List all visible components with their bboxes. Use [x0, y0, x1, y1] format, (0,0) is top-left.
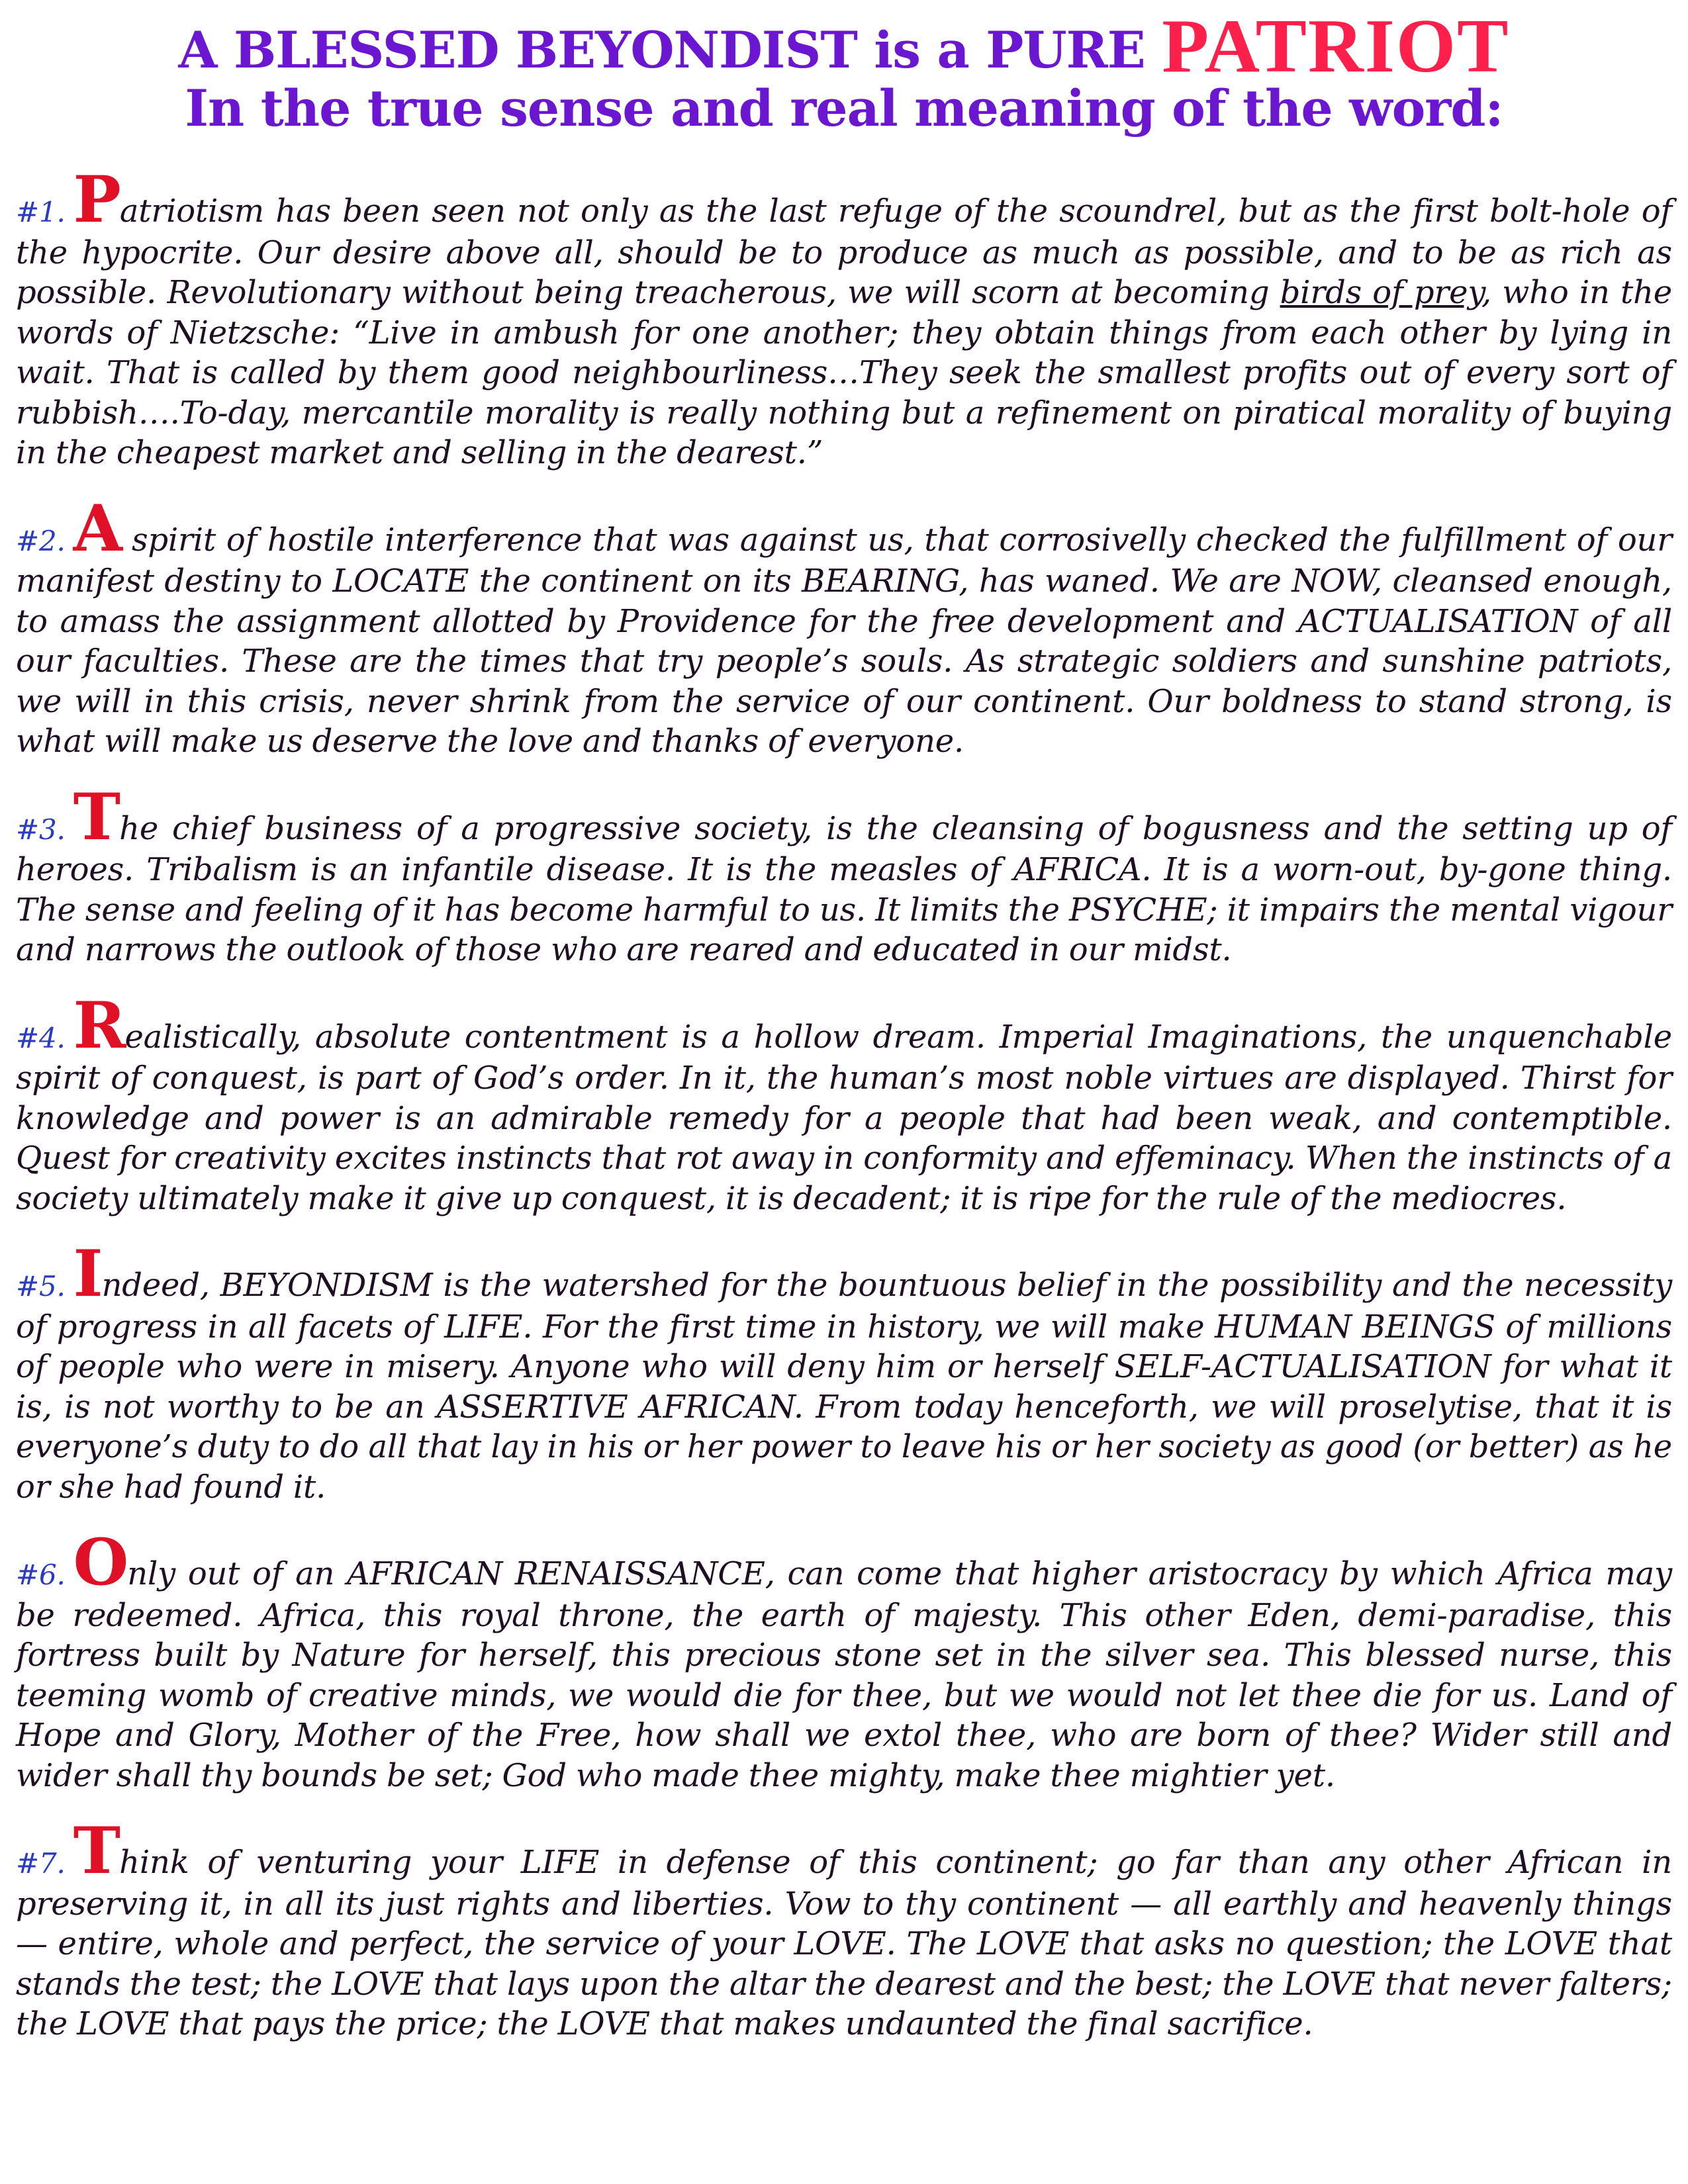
paragraph-number: #6.: [16, 1559, 66, 1591]
paragraph-6: [16, 1525, 1672, 1796]
drop-cap: R: [73, 987, 125, 1063]
paragraph-3: [16, 779, 1672, 970]
paragraph-number: #7.: [16, 1847, 66, 1880]
paragraph-text: ndeed, BEYONDISM is the watershed for the bountuous belief in the possibility and the necessity of progress in all facets of LIFE. For the first time in history, we will make HUMAN BEINGS of millions of people who were in misery. Anyone who will deny him or herself SELF-ACTUALISATION for what it is, is not worthy to be an ASSERTIVE AFRICAN. From today henceforth, we will proselytise, that it is everyone’s duty to do all that lay in his or her power to leave his or her society as good (or better) as he or she had found it.: [16, 1267, 1672, 1506]
paragraph-1: [16, 162, 1672, 473]
paragraph-list: [16, 162, 1672, 2044]
drop-cap: A: [73, 490, 122, 566]
drop-cap: I: [73, 1236, 102, 1311]
title-prefix: A BLESSED BEYONDIST is a PURE: [178, 21, 1145, 79]
title-highlight-patriot: PATRIOT: [1162, 4, 1510, 89]
paragraph-number: #5.: [16, 1270, 66, 1302]
paragraph-text: he chief business of a progressive society, is the cleansing of bogusness and the setting up of heroes. Tribalism is an infantile disease. It is the measles of AFRICA. It is a worn-out, by-gone thing. The sense and feeling of it has become harmful to us. It limits the PSYCHE; it impairs the mental vigour and narrows the outlook of those who are reared and educated in our midst.: [16, 809, 1672, 968]
paragraph-number: #4.: [16, 1021, 66, 1054]
drop-cap: T: [73, 1813, 120, 1888]
paragraph-text-continued: , who in the words of Nietzsche: “Live in ambush for one another; they obtain things from each other by lying in wait. That is called by them good neighbourliness…They seek the smallest profits out of every sort of rubbish….To-day, mercantile morality is really nothing but a refinement on piratical morality of buying in the cheapest market and selling in the dearest.”: [16, 274, 1672, 471]
drop-cap: O: [73, 1525, 128, 1600]
paragraph-text: hink of venturing your LIFE in defense of this continent; go far than any other African in preserving it, in all its just rights and liberties. Vow to thy continent — all earthly and heavenly things — entire, whole and perfect, the service of your LOVE. The LOVE that asks no question; the LOVE that stands the test; the LOVE that lays upon the altar the dearest and the best; the LOVE that never falters; the LOVE that pays the price; the LOVE that makes undaunted the final sacrifice.: [16, 1844, 1672, 2042]
paragraph-2: [16, 490, 1672, 762]
header: [16, 4, 1672, 138]
paragraph-7: [16, 1813, 1672, 2044]
paragraph-text: ealistically, absolute contentment is a hollow dream. Imperial Imaginations, the unquenchable spirit of conquest, is part of God’s order. In it, the human’s most noble virtues are displayed. Thirst for knowledge and power is an admirable remedy for a people that had been weak, and contemptible. Quest for creativity excites instincts that rot away in conformity and effeminacy. When the instincts of a society ultimately make it give up conquest, it is decadent; it is ripe for the rule of the mediocres.: [16, 1018, 1672, 1217]
drop-cap: T: [73, 779, 120, 854]
paragraph-4: [16, 987, 1672, 1219]
page-title: [16, 4, 1672, 89]
paragraph-number: #2.: [16, 524, 66, 557]
paragraph-number: #3.: [16, 813, 66, 846]
paragraph-text: atriotism has been seen not only as the last refuge of the scoundrel, but as the first bolt-hole of the hypocrite. Our desire above all, should be to produce as much as possible, and to be as rich as possible. Revolutionary without being treacherous, we will scorn at becoming: [16, 193, 1672, 311]
paragraph-number: #1.: [16, 196, 66, 228]
paragraph-text: spirit of hostile interference that was against us, that corrosivelly checked the fulfillment of our manifest destiny to LOCATE the continent on its BEARING, has waned. We are NOW, cleansed enough, to amass the assignment allotted by Providence for the free development and ACTUALISATION of all our faculties. These are the times that try people’s souls. As strategic soldiers and sunshine patriots, we will in this crisis, never shrink from the service of our continent. Our boldness to stand strong, is what will make us deserve the love and thanks of everyone.: [16, 521, 1672, 760]
paragraph-5: [16, 1236, 1672, 1507]
underlined-phrase: birds of prey: [1280, 274, 1481, 311]
page-subtitle: In the true sense and real meaning of the word:: [185, 79, 1503, 138]
paragraph-text: nly out of an AFRICAN RENAISSANCE, can come that higher aristocracy by which Africa may be redeemed. Africa, this royal throne, the earth of majesty. This other Eden, demi-paradise, this fortress built by Nature for herself, this precious stone set in the silver sea. This blessed nurse, this teeming womb of creative minds, we would die for thee, but we would not let thee die for us. Land of Hope and Glory, Mother of the Free, how shall we extol thee, who are born of thee? Wider still and wider shall thy bounds be set; God who made thee mighty, make thee mightier yet.: [16, 1555, 1672, 1794]
drop-cap: P: [73, 162, 120, 237]
